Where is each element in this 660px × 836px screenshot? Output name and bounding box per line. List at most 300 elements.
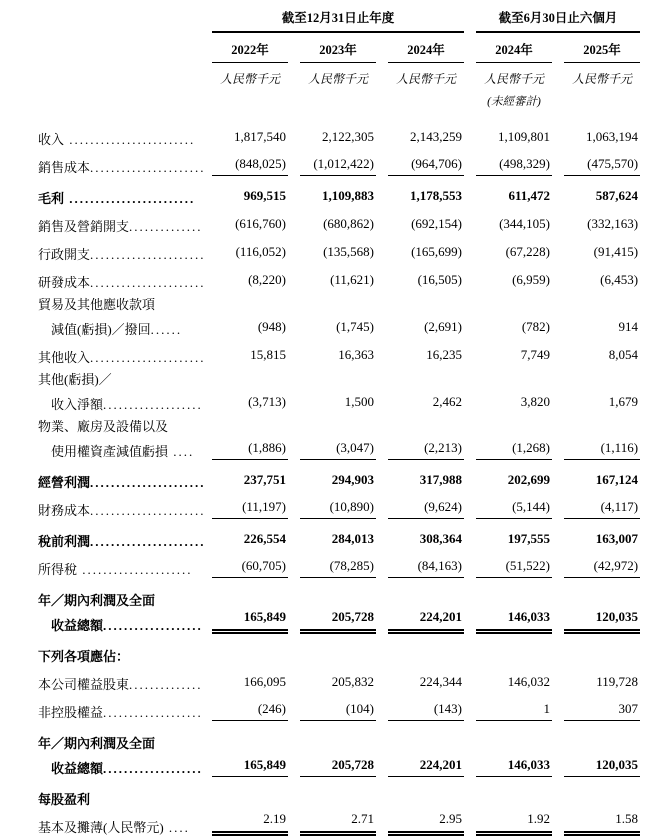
year-header-cell	[552, 33, 640, 63]
value-cell	[552, 693, 640, 721]
value-text: 1.92	[476, 811, 552, 836]
row-label	[38, 338, 206, 366]
value-cell	[552, 519, 640, 550]
value-text: 205,832	[331, 674, 374, 689]
row-label	[38, 550, 200, 578]
empty-cell	[376, 88, 464, 110]
value-text: 1.58	[564, 811, 640, 836]
row-label-text: 行政開支	[38, 247, 91, 262]
value-text: 205,728	[300, 609, 376, 634]
value-cell	[200, 176, 288, 207]
value-text: 1,063,194	[586, 129, 639, 144]
row-label-text: 毛利	[38, 191, 65, 206]
value-text: (848,025)	[212, 156, 288, 176]
row-label-text: 稅前利潤	[38, 534, 91, 549]
row-label	[38, 609, 203, 634]
value-cell	[552, 148, 640, 176]
empty-cell	[200, 88, 288, 110]
value-cell	[552, 609, 640, 634]
row-label	[38, 808, 200, 836]
row-label-text: 每股盈利	[38, 792, 91, 807]
value-text: (964,706)	[388, 156, 464, 176]
value-text: (42,972)	[564, 558, 640, 578]
value-cell	[464, 235, 552, 263]
value-text: (91,415)	[593, 244, 639, 259]
value-text: (475,570)	[564, 156, 640, 176]
value-text: (948)	[257, 319, 286, 334]
row-label	[38, 148, 206, 176]
table-row	[38, 491, 640, 519]
row-label	[38, 519, 206, 550]
value-cell	[200, 752, 288, 777]
value-cell	[464, 388, 552, 413]
value-cell	[288, 550, 376, 578]
annual-period-group-cell	[200, 8, 464, 33]
value-text: (8,220)	[248, 272, 286, 287]
row-label-text: 基本及攤薄(人民幣元)	[38, 820, 164, 835]
value-cell	[376, 207, 464, 235]
row-label	[38, 263, 206, 291]
value-cell	[288, 665, 376, 693]
value-cell	[200, 207, 288, 235]
value-cell	[376, 235, 464, 263]
table-row	[38, 609, 640, 634]
value-text: 205,728	[300, 757, 376, 777]
value-text: (4,117)	[564, 499, 640, 519]
value-text: 969,515	[243, 188, 286, 203]
row-label-text: 使用權資產減值虧損	[51, 444, 169, 459]
table-row	[38, 435, 640, 460]
dot-leader: ..............	[129, 219, 203, 234]
unit-header-cell	[552, 63, 640, 88]
row-label	[38, 693, 203, 721]
value-text: 237,751	[243, 472, 286, 487]
empty-cell	[552, 88, 640, 110]
value-cell	[552, 665, 640, 693]
value-cell	[288, 693, 376, 721]
value-cell	[200, 110, 288, 148]
value-cell	[464, 176, 552, 207]
dot-leader: ...................	[103, 618, 203, 633]
value-cell	[376, 338, 464, 366]
table-row	[38, 176, 640, 207]
interim-period-group-cell	[464, 8, 640, 33]
value-cell	[376, 550, 464, 578]
value-cell	[464, 519, 552, 550]
table-row	[38, 752, 640, 777]
value-text: (143)	[388, 701, 464, 721]
value-cell	[200, 235, 288, 263]
financial-statements-page	[0, 8, 660, 835]
row-label-text: 其他收入	[38, 350, 91, 365]
value-text: 146,032	[507, 674, 551, 689]
value-text: (67,228)	[505, 244, 551, 259]
value-cell	[464, 460, 552, 491]
row-label	[38, 291, 200, 313]
value-text: 197,555	[507, 531, 551, 546]
value-cell	[200, 460, 288, 491]
value-text: 611,472	[508, 188, 551, 203]
value-cell	[200, 388, 288, 413]
value-cell	[200, 519, 288, 550]
value-text: 16,363	[338, 347, 374, 362]
row-label	[38, 752, 203, 777]
value-cell	[376, 609, 464, 634]
value-cell	[552, 263, 640, 291]
value-cell	[552, 176, 640, 207]
unaudited-note-cell	[464, 88, 552, 110]
value-cell	[200, 263, 288, 291]
year-label: 2025年	[564, 33, 640, 63]
value-cell	[464, 491, 552, 519]
value-cell	[552, 338, 640, 366]
table-row	[38, 665, 640, 693]
row-label-text: 所得稅	[38, 562, 78, 577]
table-row	[38, 207, 640, 235]
header-spacer	[38, 8, 200, 33]
value-cell	[552, 752, 640, 777]
value-text: 202,699	[507, 472, 551, 487]
value-text: (116,052)	[235, 244, 286, 259]
value-cell	[376, 808, 464, 836]
value-text: (1,886)	[212, 440, 288, 460]
value-text: 3,820	[520, 394, 551, 409]
value-cell	[200, 338, 288, 366]
year-label: 2023年	[300, 33, 376, 63]
table-row-label-only	[38, 634, 640, 665]
value-cell	[200, 435, 288, 460]
row-label-text: 銷售成本	[38, 160, 91, 175]
value-cell	[288, 313, 376, 338]
year-header-row	[38, 33, 640, 63]
value-text: 2.19	[212, 811, 288, 836]
row-label	[38, 235, 206, 263]
value-cell	[552, 207, 640, 235]
year-label: 2024年	[388, 33, 464, 63]
table-row	[38, 460, 640, 491]
value-cell	[464, 693, 552, 721]
row-label	[38, 460, 206, 491]
value-text: (6,959)	[512, 272, 551, 287]
value-cell	[288, 519, 376, 550]
value-cell	[288, 460, 376, 491]
value-cell	[288, 263, 376, 291]
table-row	[38, 808, 640, 836]
value-text: 1,109,883	[322, 188, 374, 203]
value-text: 2.71	[300, 811, 376, 836]
table-row	[38, 235, 640, 263]
value-text: 15,815	[250, 347, 286, 362]
dot-leader: ....	[168, 444, 195, 459]
dot-leader: ......................	[90, 475, 206, 490]
row-label	[38, 491, 206, 519]
value-text: (680,862)	[323, 216, 374, 231]
value-text: 16,235	[426, 347, 463, 362]
year-header-cell	[376, 33, 464, 63]
value-text: 2,462	[432, 394, 463, 409]
value-text: 224,201	[388, 757, 464, 777]
value-text: (1,745)	[336, 319, 374, 334]
dot-leader: ....	[163, 820, 190, 835]
value-text: (3,713)	[248, 394, 286, 409]
empty-cell	[200, 413, 640, 435]
row-label	[38, 313, 200, 338]
row-label	[38, 435, 200, 460]
value-cell	[464, 148, 552, 176]
row-label-text: 收益總額	[51, 761, 104, 776]
value-text: (104)	[300, 701, 376, 721]
value-cell	[200, 313, 288, 338]
year-header-cell	[288, 33, 376, 63]
value-text: (84,163)	[388, 558, 464, 578]
value-cell	[552, 460, 640, 491]
row-label	[38, 388, 203, 413]
value-text: (51,522)	[476, 558, 552, 578]
dot-leader: ......................	[90, 503, 206, 518]
value-cell	[376, 176, 464, 207]
value-cell	[552, 435, 640, 460]
unit-header-cell	[464, 63, 552, 88]
row-label-text: 非控股權益	[38, 705, 104, 720]
value-cell	[376, 752, 464, 777]
value-text: 2,143,259	[410, 129, 463, 144]
value-cell	[376, 263, 464, 291]
value-cell	[200, 609, 288, 634]
row-label-text: 收益總額	[51, 618, 104, 633]
value-text: (692,154)	[411, 216, 463, 231]
table-row-label-only	[38, 413, 640, 435]
annual-period-title: 截至12月31日止年度	[212, 8, 464, 33]
year-header-cell	[200, 33, 288, 63]
value-cell	[288, 207, 376, 235]
value-text: 1,500	[344, 394, 374, 409]
row-label	[38, 665, 203, 693]
value-text: (2,213)	[388, 440, 464, 460]
value-text: (9,624)	[388, 499, 464, 519]
unit-header-row	[38, 63, 640, 88]
value-cell	[376, 148, 464, 176]
value-cell	[376, 110, 464, 148]
value-cell	[376, 388, 464, 413]
year-label: 2022年	[212, 33, 288, 63]
value-text: 146,033	[476, 609, 552, 634]
row-label-text: 銷售及營銷開支	[38, 219, 130, 234]
value-cell	[200, 550, 288, 578]
interim-period-title: 截至6月30日止六個月	[476, 8, 640, 33]
value-text: (6,453)	[600, 272, 639, 287]
value-text: 167,124	[595, 472, 639, 487]
row-label-text: 研發成本	[38, 275, 91, 290]
dot-leader: ......................	[90, 275, 206, 290]
value-text: (1,012,422)	[300, 156, 376, 176]
value-text: 8,054	[608, 347, 639, 362]
value-text: 284,013	[331, 531, 374, 546]
dot-leader: .....................	[77, 562, 193, 577]
year-header-cell	[464, 33, 552, 63]
value-text: (332,163)	[587, 216, 639, 231]
value-text: 226,554	[243, 531, 286, 546]
dot-leader: ........................	[64, 132, 196, 147]
empty-cell	[200, 634, 640, 665]
table-row	[38, 313, 640, 338]
value-text: (782)	[521, 319, 551, 334]
unaudited-note: (未經審計)	[487, 96, 541, 108]
empty-cell	[288, 88, 376, 110]
dot-leader: ......................	[90, 247, 206, 262]
value-text: 317,988	[419, 472, 463, 487]
row-label-text: 本公司權益股東	[38, 677, 130, 692]
empty-cell	[200, 721, 640, 752]
header-spacer	[38, 33, 200, 63]
value-cell	[552, 808, 640, 836]
value-cell	[376, 491, 464, 519]
empty-cell	[200, 777, 640, 808]
value-cell	[464, 435, 552, 460]
table-row	[38, 519, 640, 550]
value-cell	[200, 665, 288, 693]
table-header	[38, 8, 640, 110]
row-label	[38, 777, 200, 808]
empty-cell	[200, 366, 640, 388]
value-cell	[464, 263, 552, 291]
value-text: 2,122,305	[322, 129, 374, 144]
unit-header-cell	[288, 63, 376, 88]
value-text: (616,760)	[235, 216, 286, 231]
value-text: (78,285)	[300, 558, 376, 578]
value-cell	[552, 491, 640, 519]
value-text: 914	[618, 319, 639, 334]
value-text: 1,817,540	[234, 129, 286, 144]
value-cell	[464, 550, 552, 578]
value-text: (16,505)	[417, 272, 463, 287]
table-row	[38, 550, 640, 578]
value-cell	[200, 693, 288, 721]
currency-unit-label: 人民幣千元	[572, 72, 633, 86]
dot-leader: ...................	[103, 761, 203, 776]
dot-leader: ...................	[103, 705, 203, 720]
value-text: 2.95	[388, 811, 464, 836]
dot-leader: ........................	[64, 191, 196, 206]
empty-cell	[200, 578, 640, 609]
value-cell	[464, 665, 552, 693]
row-label-text: 財務成本	[38, 503, 91, 518]
unit-header-cell	[200, 63, 288, 88]
value-text: 1,178,553	[410, 188, 463, 203]
value-cell	[552, 313, 640, 338]
table-row-label-only	[38, 777, 640, 808]
value-cell	[288, 752, 376, 777]
value-cell	[464, 110, 552, 148]
value-text: (5,144)	[476, 499, 552, 519]
dot-leader: ...................	[103, 397, 203, 412]
value-cell	[288, 388, 376, 413]
value-cell	[376, 313, 464, 338]
value-cell	[288, 609, 376, 634]
value-text: 587,624	[595, 188, 639, 203]
row-label-text: 物業、廠房及設備以及	[38, 419, 169, 434]
value-text: (1,268)	[476, 440, 552, 460]
value-text: 165,849	[212, 609, 288, 634]
row-label	[38, 578, 200, 609]
row-label	[38, 366, 200, 388]
header-spacer	[38, 88, 200, 110]
row-label	[38, 110, 200, 148]
unaudited-note-row	[38, 88, 640, 110]
value-cell	[464, 207, 552, 235]
table-row	[38, 338, 640, 366]
row-label-text: 經營利潤	[38, 475, 91, 490]
value-text: 165,849	[212, 757, 288, 777]
value-cell	[200, 148, 288, 176]
value-text: (135,568)	[323, 244, 374, 259]
value-cell	[552, 388, 640, 413]
value-text: 146,033	[476, 757, 552, 777]
value-text: 163,007	[595, 531, 639, 546]
value-text: (3,047)	[300, 440, 376, 460]
value-text: 294,903	[331, 472, 374, 487]
currency-unit-label: 人民幣千元	[484, 72, 545, 86]
table-row	[38, 388, 640, 413]
table-row-label-only	[38, 366, 640, 388]
value-cell	[288, 148, 376, 176]
value-text: (11,621)	[330, 272, 374, 287]
value-cell	[376, 435, 464, 460]
value-cell	[288, 338, 376, 366]
table-row	[38, 693, 640, 721]
row-label-text: 收入	[38, 132, 65, 147]
row-label	[38, 634, 200, 665]
value-cell	[376, 519, 464, 550]
value-text: (165,699)	[411, 244, 463, 259]
row-label	[38, 207, 203, 235]
table-row-label-only	[38, 578, 640, 609]
dot-leader: ......................	[90, 534, 206, 549]
value-text: 224,344	[419, 674, 463, 689]
dot-leader: ......................	[90, 160, 206, 175]
row-label-text: 年／期內利潤及全面	[38, 593, 156, 608]
currency-unit-label: 人民幣千元	[219, 72, 280, 86]
value-cell	[464, 338, 552, 366]
value-cell	[376, 460, 464, 491]
value-cell	[376, 665, 464, 693]
dot-leader: ......................	[90, 350, 206, 365]
value-text: (60,705)	[212, 558, 288, 578]
value-text: 120,035	[564, 757, 640, 777]
table-body	[38, 110, 640, 836]
value-cell	[200, 808, 288, 836]
empty-cell	[200, 291, 640, 313]
value-cell	[552, 235, 640, 263]
value-cell	[552, 550, 640, 578]
value-text: 307	[564, 701, 640, 721]
unit-header-cell	[376, 63, 464, 88]
value-text: 308,364	[419, 531, 463, 546]
row-label	[38, 413, 200, 435]
value-text: 120,035	[564, 609, 640, 634]
table-row	[38, 110, 640, 148]
value-cell	[288, 110, 376, 148]
currency-unit-label: 人民幣千元	[307, 72, 368, 86]
value-text: (1,116)	[564, 440, 640, 460]
row-label	[38, 721, 200, 752]
header-spacer	[38, 63, 200, 88]
row-label-text: 下列各項應佔：	[38, 649, 130, 664]
value-text: 1	[476, 701, 552, 721]
row-label-text: 其他(虧損)／	[38, 372, 112, 387]
year-label: 2024年	[476, 33, 552, 63]
row-label-text: 收入淨額	[51, 397, 104, 412]
value-text: 166,095	[243, 674, 286, 689]
